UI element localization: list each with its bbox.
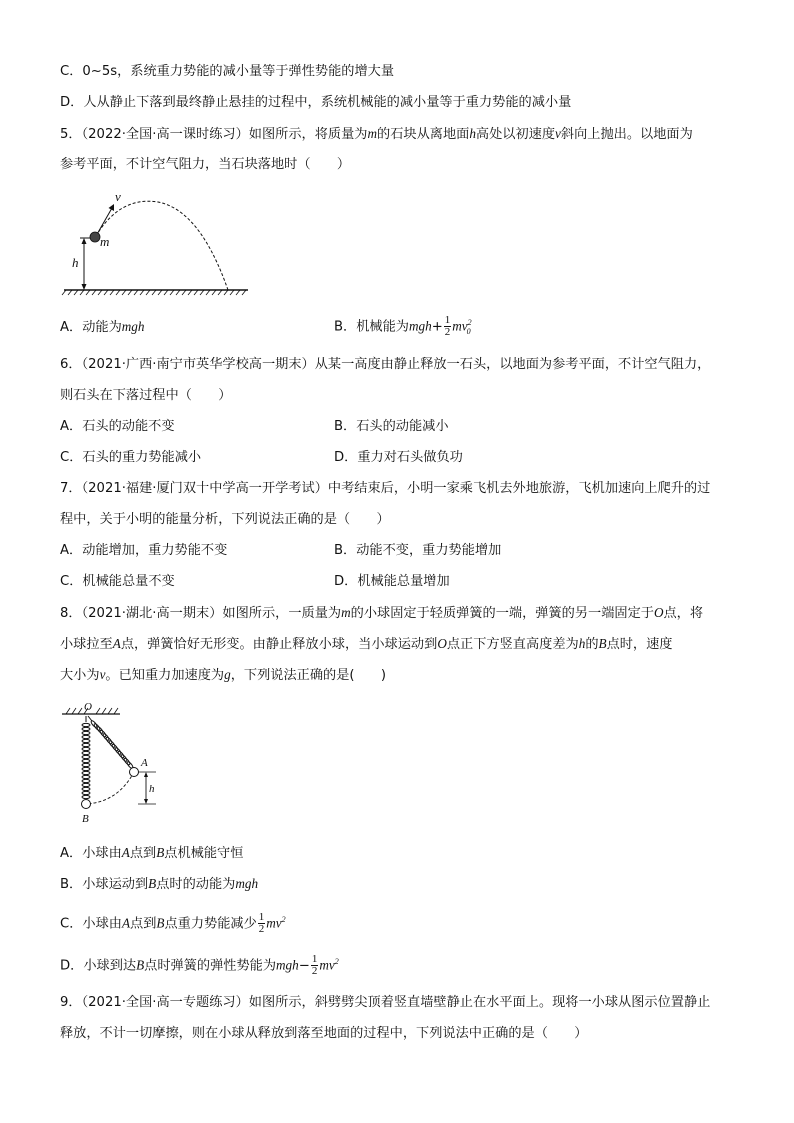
q8-option-d-fraction: $\frac{1}{2}$ — [311, 952, 318, 977]
q5-fig-h-label: h — [72, 255, 79, 270]
q8-option-c: C．小球由A点到B点重力势能减少 $\frac{1}{2}$ $mv^2$ — [60, 910, 286, 935]
q9-stem-line1: 9．（2021·全国·高一专题练习）如图所示，斜劈劈尖顶着竖直墙壁静止在水平面上。现将一小球从图示位置静止 — [60, 995, 711, 1010]
q6-option-d: D．重力对石头做负功 — [334, 450, 463, 465]
q5-figure — [60, 186, 255, 298]
q8-option-d: D．小球到达B点时弹簧的弹性势能为mgh− $\frac{1}{2}$ $mv^2$ — [60, 952, 339, 977]
q8-ball-b — [82, 800, 91, 809]
q7-option-b: B．动能不变，重力势能增加 — [334, 543, 502, 558]
q9-stem-line2: 释放，不计一切摩擦，则在小球从释放到落至地面的过程中，下列说法中正确的是（ ） — [60, 1026, 588, 1041]
q5-trajectory — [96, 201, 228, 290]
q7-option-c: C．机械能总量不变 — [60, 574, 175, 589]
q7-option-d: D．机械能总量增加 — [334, 574, 450, 589]
q8-slanted-spring — [88, 716, 134, 769]
q8-stem-line3: 大小为v。已知重力加速度为g，下列说法正确的是( ) — [60, 667, 387, 683]
q5-stem-line1: 5．（2022·全国·高一课时练习）如图所示，将质量为m的石块从离地面h高处以初速度v斜向上抛出。以地面为 — [60, 126, 693, 142]
q8-arc-path — [86, 772, 134, 804]
q6-option-c: C．石头的重力势能减小 — [60, 450, 202, 465]
q8-fig-B-label: B — [82, 813, 89, 825]
q8-stem-line2: 小球拉至A点，弹簧恰好无形变。由静止释放小球，当小球运动到O点正下方竖直高度差为h的B点时，速度 — [60, 636, 673, 652]
q6-stem-line2: 则石头在下落过程中（ ） — [60, 388, 232, 403]
q4-option-d-text: D．人从静止下落到最终静止悬挂的过程中，系统机械能的减小量等于重力势能的减小量 — [60, 95, 572, 110]
q4-option-c-text: C．0~5s，系统重力势能的减小量等于弹性势能的增大量 — [60, 64, 395, 79]
q8-ceiling-hatch — [66, 708, 118, 714]
q8-h-arrow-down — [144, 799, 148, 804]
q7-stem-line2: 程中，关于小明的能量分析，下列说法正确的是（ ） — [60, 512, 390, 527]
q6-option-b: B．石头的动能减小 — [334, 419, 449, 434]
q4-option-d — [60, 93, 571, 113]
q5-height-arrow-up — [82, 238, 87, 244]
q8-figure — [58, 698, 168, 830]
q5-stem-line2: 参考平面，不计空气阻力，当石块落地时（ ） — [60, 157, 351, 172]
q4-option-c — [60, 62, 394, 82]
q7-option-a: A．动能增加，重力势能不变 — [60, 543, 228, 558]
q8-fig-A-label: A — [141, 757, 148, 769]
q5-height-arrow-down — [82, 284, 87, 290]
q7-stem-line1: 7．（2021·福建·厦门双十中学高一开学考试）中考结束后，小明一家乘飞机去外地旅游，飞机加速向上爬升的过 — [60, 481, 711, 496]
q8-option-c-fraction: $\frac{1}{2}$ — [258, 910, 265, 935]
q5-velocity-arrow — [96, 208, 112, 236]
q5-stone — [90, 232, 100, 242]
q8-ball-a — [130, 768, 139, 777]
q6-stem-line1: 6．（2021·广西·南宁市英华学校高一期末）从某一高度由静止释放一石头，以地面为参考平面，不计空气阻力， — [60, 357, 711, 372]
q5-ground-hatch — [62, 290, 246, 295]
q8-vertical-spring — [82, 716, 90, 799]
q8-h-arrow-up — [144, 772, 148, 777]
q8-option-b: B．小球运动到B点时的动能为mgh — [60, 876, 259, 892]
q5-fig-v-label: v — [115, 189, 121, 204]
q6-option-a: A．石头的动能不变 — [60, 419, 175, 434]
q5-fig-m-label: m — [100, 234, 110, 249]
q8-fig-O-label: O — [84, 701, 92, 713]
q8-option-a: A．小球由A点到B点机械能守恒 — [60, 845, 244, 861]
q5-option-b: B．机械能为mgh+ $\frac{1}{2}$ $mv^2_0$ — [334, 313, 472, 338]
q5-option-a: A．动能为mgh — [60, 319, 145, 335]
q8-stem-line1: 8．（2021·湖北·高一期末）如图所示，一质量为m的小球固定于轻质弹簧的一端，弹簧的另一端固定于O点，将 — [60, 605, 704, 621]
q5-option-b-fraction: $\frac{1}{2}$ — [444, 313, 451, 338]
q8-fig-h-label: h — [149, 783, 155, 795]
